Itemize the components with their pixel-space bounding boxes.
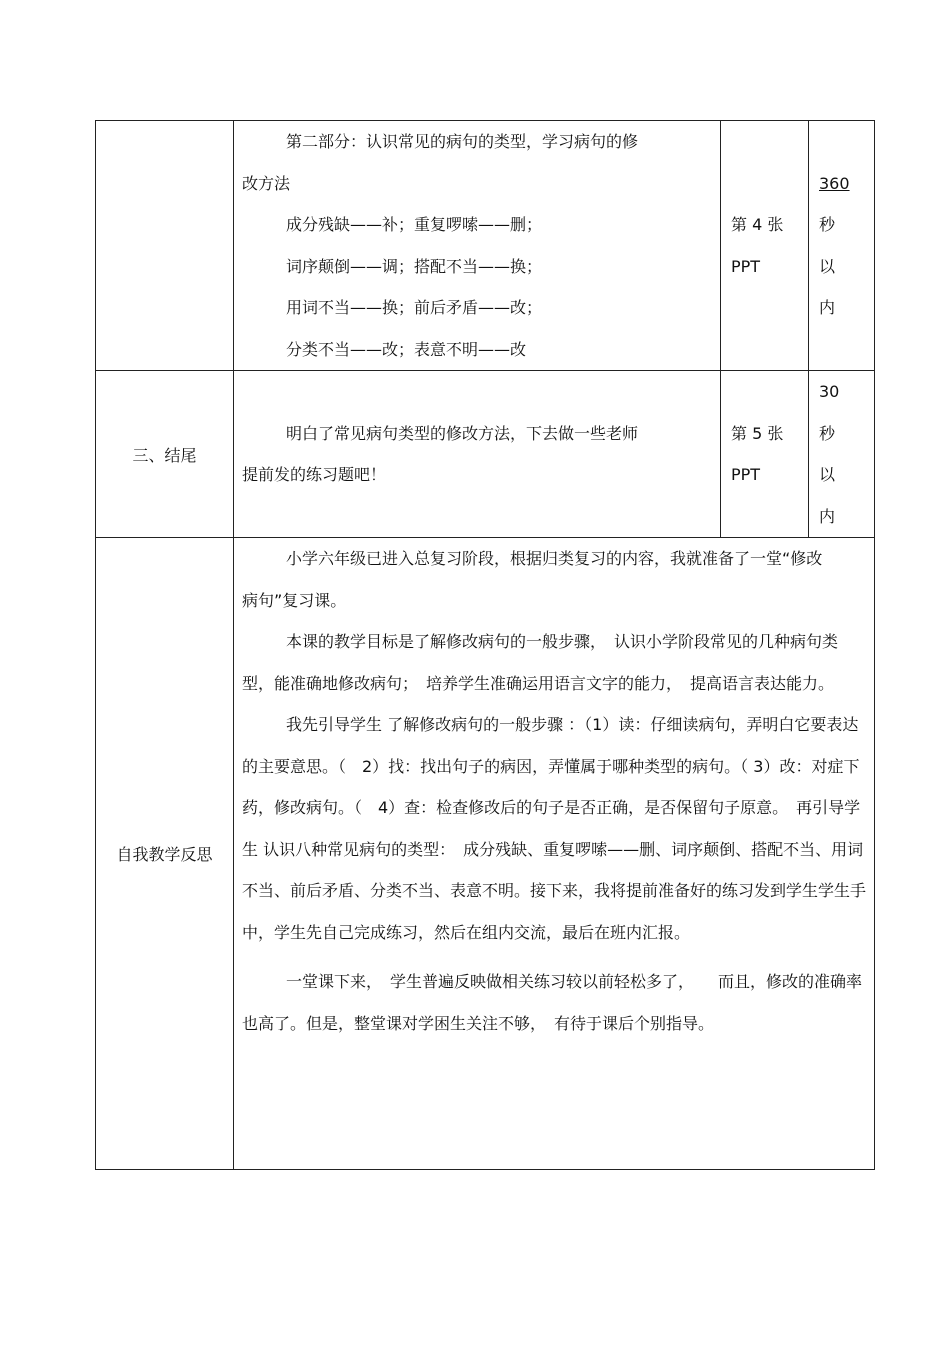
- table-row: [96, 371, 875, 538]
- stage-cell: 三、结尾: [96, 371, 234, 538]
- reflection-label: 自我教学反思: [96, 538, 234, 1170]
- stage-cell: [96, 121, 234, 371]
- content-cell: [234, 121, 721, 371]
- content-line: 改方法: [242, 173, 291, 193]
- time-unit: 以: [819, 256, 836, 276]
- ppt-slide-label: 第 5 张: [731, 423, 784, 443]
- time-unit: 内: [819, 298, 836, 317]
- content-line: 分类不当——改；表意不明——改: [286, 339, 527, 359]
- ppt-label: PPT: [731, 465, 761, 484]
- content-line: 提前发的练习题吧！: [242, 465, 387, 484]
- table-row: [96, 538, 875, 1170]
- reflection-paragraph: 一堂课下来， 学生普遍反映做相关练习较以前轻松多了， 而且，修改的准确率也高了。但是，整堂课对学困生关注不够， 有待于课后个别指导。: [242, 972, 863, 1033]
- content-cell: [234, 371, 721, 538]
- time-unit: 秒: [819, 215, 836, 234]
- content-line: 第二部分：认识常见的病句的类型，学习病句的修: [286, 132, 639, 151]
- ppt-label: PPT: [731, 256, 761, 276]
- paragraph-gap: [234, 953, 874, 961]
- lesson-table: [95, 120, 875, 1170]
- content-line: 明白了常见病句类型的修改方法，下去做一些老师: [286, 423, 639, 443]
- ppt-slide-label: 第 4 张: [731, 215, 784, 234]
- time-cell: [809, 121, 875, 371]
- reflection-paragraph: 本课的教学目标是了解修改病句的一般步骤， 认识小学阶段常见的几种病句类型，能准确地修改病句； 培养学生准确运用语言文字的能力， 提高语言表达能力。: [242, 632, 839, 693]
- time-cell: [809, 371, 875, 538]
- reflection-paragraph: 我先引导学生 了解修改病句的一般步骤 ：（1）读：仔细读病句，弄明白它要表达的主要意思。（ 2）找：找出句子的病因，弄懂属于哪种类型的病句。（ 3）改：对症下药，修改病句。（ 4）查：检查修改后的句子是否正确，是否保留句子原意。 再引导学生 认识八种常见病句的类型： 成分残缺、重复啰嗦——删、词序颠倒、搭配不当、用词不当、前后矛盾、分类不当、表意不明。接下来，我将提前准备好的练习发到学生学生手中，学生先自己完成练习，然后在组内交流，最后在班内汇报。: [242, 715, 867, 942]
- content-line: 用词不当——换；前后矛盾——改；: [286, 298, 543, 317]
- reflection-cell: [234, 538, 875, 1170]
- time-unit: 秒: [819, 423, 836, 443]
- time-value: 30: [819, 382, 840, 401]
- content-line: 成分残缺——补；重复啰嗦——删；: [286, 215, 543, 234]
- time-unit: 内: [819, 506, 836, 526]
- content-line: 词序颠倒——调；搭配不当——换；: [286, 256, 543, 276]
- table-row: [96, 121, 875, 371]
- ppt-cell: [721, 121, 809, 371]
- reflection-paragraph: 小学六年级已进入总复习阶段，根据归类复习的内容，我就准备了一堂“修改病句”复习课。: [242, 549, 823, 610]
- time-value: 360: [819, 173, 850, 193]
- ppt-cell: [721, 371, 809, 538]
- time-unit: 以: [819, 465, 836, 484]
